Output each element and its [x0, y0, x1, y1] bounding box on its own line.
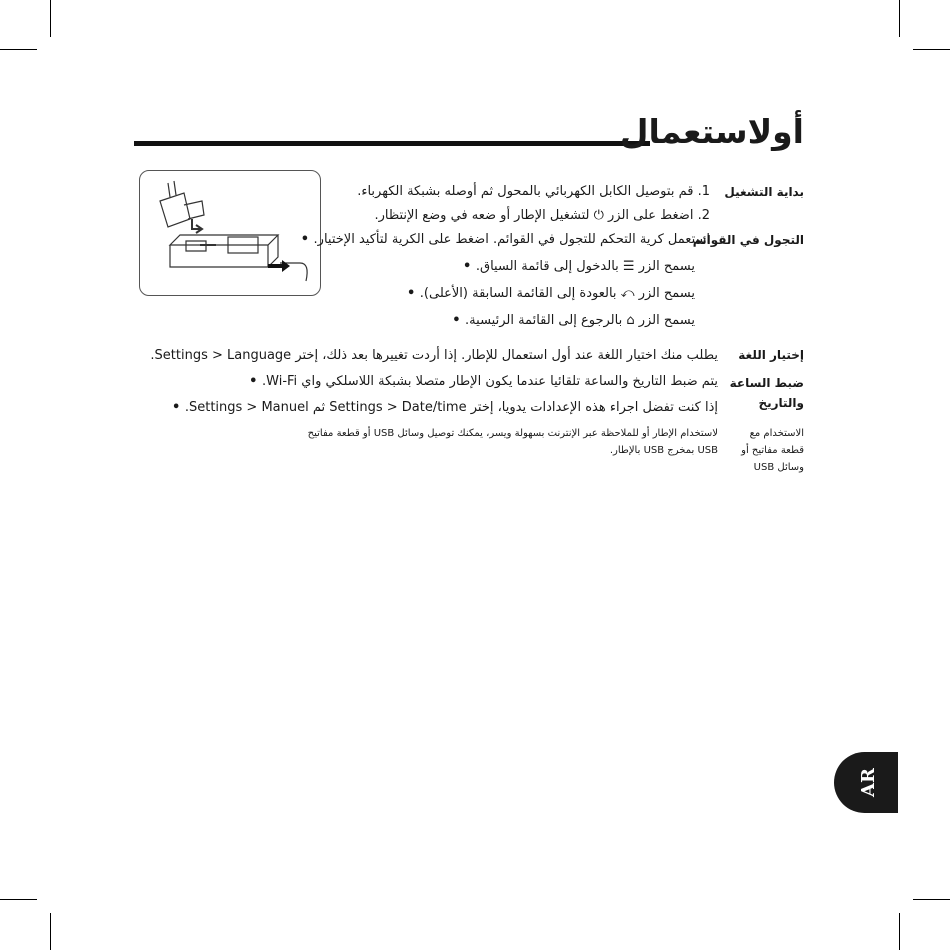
crop-mark	[50, 0, 51, 37]
crop-mark	[899, 0, 900, 37]
language-tab-label: AR	[857, 768, 879, 797]
crop-mark	[0, 49, 37, 50]
adapter-plug-icon	[140, 171, 320, 295]
page-title: أولاستعمال	[619, 112, 804, 151]
language-text: يطلب منك اختيار اللغة عند أول استعمال للإطار. إذا أردت تغييرها بعد ذلك، إختر Settings > Language.	[150, 348, 718, 363]
crop-mark	[0, 899, 37, 900]
crop-mark	[899, 913, 900, 950]
clock-bullet-1: يتم ضبط التاريخ والساعة تلقائيا عندما يكون الإطار متصلا بشبكة اللاسلكي واي Wi-Fi. •	[249, 373, 718, 391]
startup-step-2: 2. اضغط على الزر ⏻ لتشغيل الإطار أو ضعه في وضع الإنتظار.	[374, 208, 710, 223]
startup-heading: بداية التشغيل	[724, 185, 804, 199]
device-illustration	[139, 170, 321, 296]
clock-bullet-2: إذا كنت تفضل اجراء هذه الإعدادات يدويا، إختر Settings > Date/time ثم Settings > Manuel. •	[172, 399, 718, 417]
menus-bullet-3: يسمح الزر ⤺ بالعودة إلى القائمة السابقة (الأعلى). •	[407, 285, 695, 303]
menus-heading: التجول في القوائم	[692, 233, 804, 247]
crop-mark	[913, 899, 950, 900]
language-heading: إختيار اللغة	[738, 348, 804, 362]
usb-heading: الاستخدام مع قطعة مفاتيح أو وسائل USB	[741, 428, 804, 473]
startup-step-1: 1. قم بتوصيل الكابل الكهربائي بالمحول ثم أوصله بشبكة الكهرباء.	[357, 184, 710, 199]
menus-bullet-4: يسمح الزر ⌂ بالرجوع إلى القائمة الرئيسية. •	[452, 312, 695, 330]
crop-mark	[50, 913, 51, 950]
crop-mark	[913, 49, 950, 50]
clock-heading-line-2: والتاريخ	[758, 396, 804, 410]
usb-text: لاستخدام الإطار أو للملاحظة عبر الإنترنت بسهولة ويسر، يمكنك توصيل وسائل USB أو قطعة مفاتيح USB بمخرج USB بالإطار.	[307, 428, 718, 456]
clock-heading-line-1: ضبط الساعة	[729, 376, 804, 390]
language-tab	[834, 752, 898, 813]
menus-bullet-1: استعمل كرية التحكم للتجول في القوائم. اضغط على الكرية لتأكيد الإختيار. •	[301, 231, 710, 249]
title-rule	[134, 141, 650, 146]
menus-bullet-2: يسمح الزر ☰ بالدخول إلى قائمة السياق. •	[463, 258, 695, 276]
